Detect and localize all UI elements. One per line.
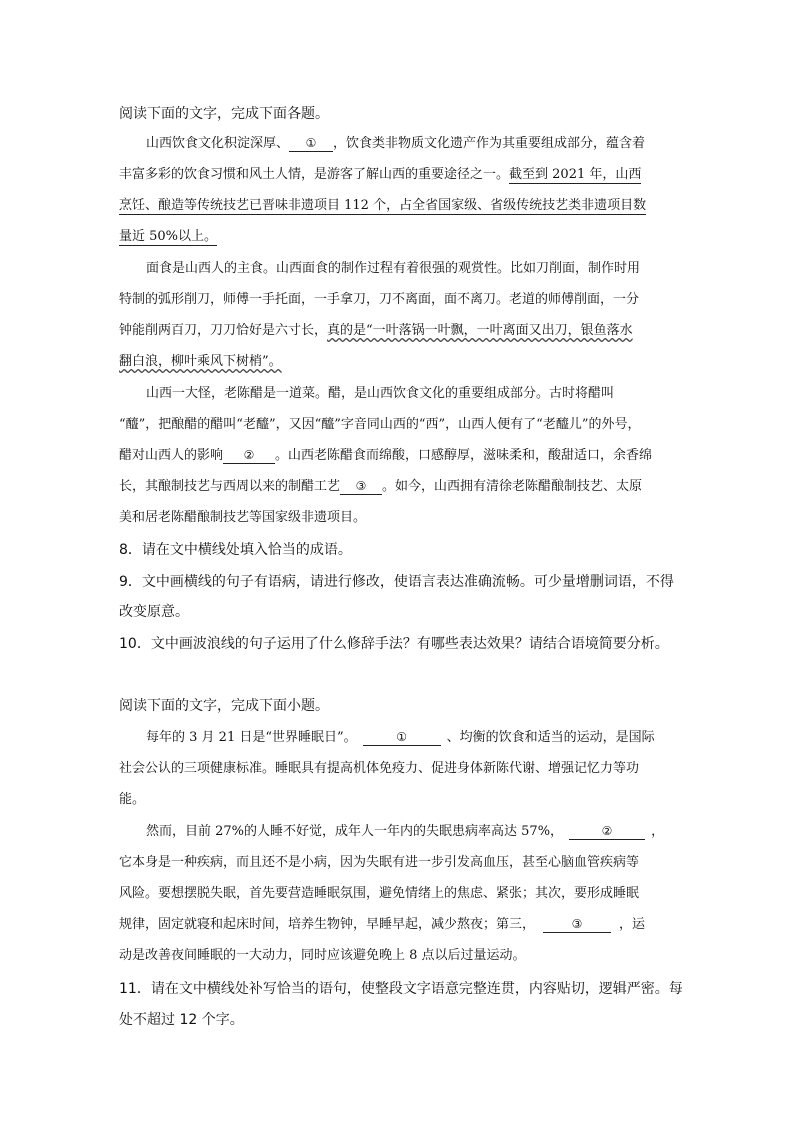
s1-p1-line4 bbox=[119, 227, 217, 247]
s1-p3-line1: 山西一大怪，老陈醋是一道菜。醋，是山西饮食文化的重要组成部分。古时将醋叫 bbox=[146, 386, 615, 401]
s1-p1-line3 bbox=[119, 196, 646, 216]
question-11: 11．请在文中横线处补写恰当的语句，使整段文字语意完整连贯，内容贴切，逻辑严密。每 bbox=[119, 981, 683, 997]
s2-p2-line2: 它本身是一种疾病，而且还不是小病，因为失眠有进一步引发高血压，甚至心脑血管疾病等 bbox=[119, 855, 640, 870]
question-9-cont: 改变原意。 bbox=[119, 604, 189, 620]
blank-2: ② bbox=[569, 823, 645, 840]
question-11-cont: 处不超过 12 个字。 bbox=[119, 1012, 244, 1028]
s2-p2-line4 bbox=[119, 915, 645, 935]
s1-p1-line2 bbox=[119, 165, 641, 185]
text-segment: 、均衡的饮食和适当的运动，是国际 bbox=[446, 730, 655, 745]
wavy-underlined-sentence: 翻白浪，柳叶乘风下树梢”。 bbox=[119, 354, 282, 369]
s1-p2-line3 bbox=[119, 321, 633, 341]
blank-2: ② bbox=[223, 447, 275, 464]
blank-3: ③ bbox=[340, 478, 382, 495]
s1-p3-line2: “醯”，把酿醋的醋叫“老醯”，又因“醯”字音同山西的“西”，山西人便有了“老醯儿”的外号， bbox=[119, 417, 641, 432]
s2-p1-line3: 能。 bbox=[119, 792, 146, 807]
text-segment: 醋对山西人的影响 bbox=[119, 448, 224, 463]
blank-3: ③ bbox=[543, 916, 611, 933]
text-segment: ， bbox=[651, 824, 665, 839]
s1-p3-line4 bbox=[119, 477, 642, 497]
wavy-underlined-sentence: 真的是“一叶落锅一叶飘，一叶离面又出刀，银鱼落水 bbox=[327, 323, 633, 338]
s1-p3-line3 bbox=[119, 446, 652, 466]
s1-p1-line1 bbox=[146, 134, 645, 154]
s2-p2-line5: 动是改善夜间睡眠的一大动力，同时应该避免晚上 8 点以后过量运动。 bbox=[119, 948, 526, 963]
s1-p3-line5: 美和居老陈醋酿制技艺等国家级非遗项目。 bbox=[119, 510, 367, 525]
text-segment: 规律，固定就寝和起床时间，培养生物钟，早睡早起，减少熬夜；第三， bbox=[119, 917, 536, 932]
blank-1: ① bbox=[289, 135, 333, 152]
underlined-sentence: 量近 50%以上。 bbox=[119, 229, 218, 244]
text-segment: ，饮食类非物质文化遗产作为其重要组成部分，蕴含着 bbox=[333, 136, 646, 151]
text-segment: 丰富多彩的饮食习惯和风土人情，是游客了解山西的重要途径之一。 bbox=[119, 167, 510, 182]
blank-1: ① bbox=[363, 729, 441, 746]
text-segment: 山西饮食文化积淀深厚、 bbox=[146, 136, 290, 151]
section2-instruction: 阅读下面的文字，完成下面小题。 bbox=[119, 698, 329, 714]
text-segment: 每年的 3 月 21 日是“世界睡眠日”。 bbox=[146, 730, 357, 745]
text-segment: 然而，目前 27%的人睡不好觉，成年人一年内的失眠患病率高达 57%， bbox=[146, 824, 564, 839]
s1-p2-line2: 特制的弧形削刀，师傅一手托面，一手拿刀，刀不离面，面不离刀。老道的师傅削面，一分 bbox=[119, 292, 640, 307]
underlined-sentence: 截至到 2021 年，山西 bbox=[509, 167, 642, 182]
text-segment: 钟能削两百刀，刀刀恰好是六寸长， bbox=[119, 323, 328, 338]
s2-p2-line3: 风险。要想摆脱失眠，首先要营造睡眠氛围，避免情绪上的焦虑、紧张；其次，要形成睡眠 bbox=[119, 886, 640, 901]
s2-p2-line1 bbox=[146, 822, 664, 842]
text-segment: 。山西老陈醋食而绵酸，口感醇厚，滋味柔和，酸甜适口，余香绵 bbox=[275, 448, 653, 463]
text-segment: 。如今，山西拥有清徐老陈醋酿制技艺、太原 bbox=[382, 479, 643, 494]
question-8: 8．请在文中横线处填入恰当的成语。 bbox=[119, 542, 352, 558]
text-segment: ，运 bbox=[619, 917, 646, 932]
s2-p1-line1 bbox=[146, 728, 655, 748]
s1-p2-line1: 面食是山西人的主食。山西面食的制作过程有着很强的观赏性。比如刀削面，制作时用 bbox=[146, 261, 641, 276]
text-segment: 长，其酿制技艺与西周以来的制醋工艺 bbox=[119, 479, 341, 494]
s2-p1-line2: 社会公认的三项健康标准。睡眠具有提高机体免疫力、促进身体新陈代谢、增强记忆力等功 bbox=[119, 761, 640, 776]
s1-p2-line4 bbox=[119, 352, 282, 372]
question-9: 9．文中画横线的句子有语病，请进行修改，使语言表达准确流畅。可少量增删词语，不得 bbox=[119, 574, 674, 590]
question-10: 10．文中画波浪线的句子运用了什么修辞手法？有哪些表达效果？请结合语境简要分析。 bbox=[119, 636, 669, 652]
underlined-sentence: 烹饪、酿造等传统技艺已晋味非遗项目 112 个，占全省国家级、省级传统技艺类非遗项目数 bbox=[119, 198, 647, 213]
section1-instruction: 阅读下面的文字，完成下面各题。 bbox=[119, 106, 329, 122]
